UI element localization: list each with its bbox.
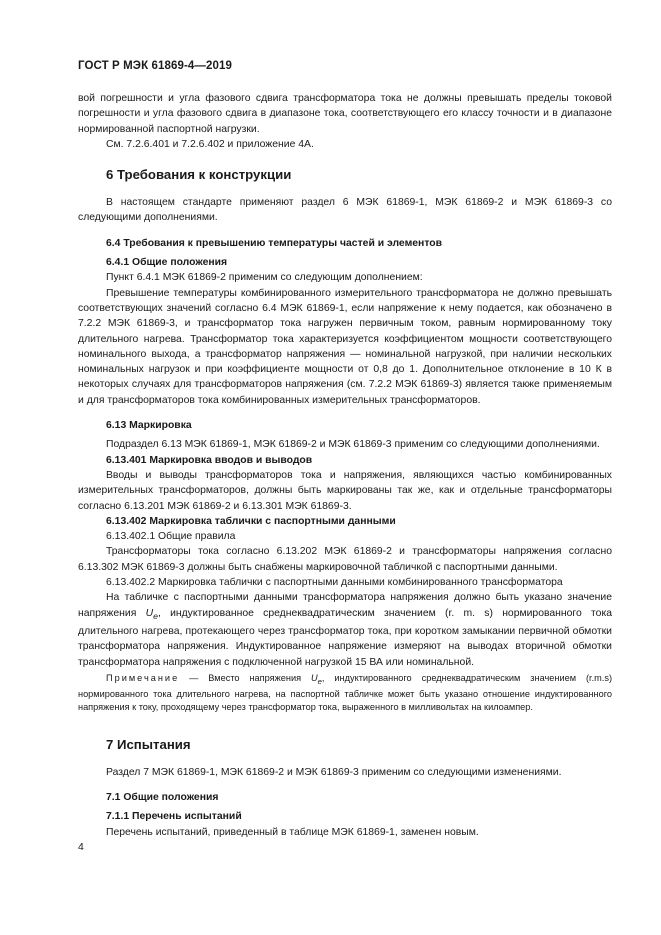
document-header: ГОСТ Р МЭК 61869-4—2019 [78,60,232,72]
page-content [78,91,612,840]
section-6-13-402-1-paragraph: Трансформаторы тока согласно 6.13.202 МЭК 61869-2 и трансформаторы напряжения согласно 6.13.302 МЭК 61869-3 должны быть снабжены маркировочной табличкой с паспортными данными. [78,546,612,573]
section-6-13-402-heading: 6.13.402 Маркировка таблички с паспортными данными [106,515,396,527]
section-7-paragraph: Раздел 7 МЭК 61869-1, МЭК 61869-2 и МЭК 61869-3 применим со следующими изменениями. [106,766,562,778]
page-number: 4 [78,842,84,853]
section-6-4-heading: 6.4 Требования к превышению температуры частей и элементов [106,237,443,249]
section-7-1-1-paragraph: Перечень испытаний, приведенный в таблице МЭК 61869-1, заменен новым. [106,826,479,838]
section-6-13-401-heading: 6.13.401 Маркировка вводов и выводов [106,454,313,466]
section-6-13-heading: 6.13 Маркировка [106,420,192,432]
section-6-13-402-2-paragraph: На табличке с паспортными данными трансформатора напряжения должно быть указано значение напряжения $U_e$, индуктированное среднеквадратическим значением (r. m. s) нормированного тока длительного нагрева, протекающего через трансформатор тока, при коротком замыкании первичной обмотки трансформатора напряжения. Индуктированное напряжение измеряют на выводах вторичной обмотки трансформатора напряжения с подключенной нагрузкой 15 ВА или номинальной. [78,592,612,668]
section-7-1-1-heading: 7.1.1 Перечень испытаний [106,811,242,823]
section-6-4-1-paragraph-1: Пункт 6.4.1 МЭК 61869-2 применим со следующим дополнением: [106,272,423,284]
section-6-13-402-2-heading: 6.13.402.2 Маркировка таблички с паспортными данными комбинированного трансформатора [106,577,563,589]
note-paragraph: Примечание — Вместо напряжения $U_e$, индуктированного среднеквадратическим значением (r.m.s) нормированного тока длительного нагрева, на паспортной табличке может быть указано отношение индуктированного напряжения к току, проходящему через трансформатор тока, выраженного в милливольтах на килоампер. [78,672,612,712]
section-6-13-paragraph: Подраздел 6.13 МЭК 61869-1, МЭК 61869-2 и МЭК 61869-3 применим со следующими дополнениями. [106,439,600,451]
paragraph-see-also: См. 7.2.6.401 и 7.2.6.402 и приложение 4А. [106,138,314,150]
section-6-13-401-paragraph: Вводы и выводы трансформаторов тока и напряжения, являющихся частью комбинированных измерительных трансформаторов, должны быть маркированы так же, как и отдельные трансформаторы согласно 6.13.201 МЭК 61869-2 и 6.13.301 МЭК 61869-3. [78,469,612,512]
variable-u: U [145,607,154,619]
section-6-4-1-heading: 6.4.1 Общие положения [106,257,228,269]
section-6-paragraph: В настоящем стандарте применяют раздел 6 МЭК 61869-1, МЭК 61869-2 и МЭК 61869-3 со следующими дополнениями. [78,197,612,224]
paragraph-intro: вой погрешности и угла фазового сдвига трансформатора тока не должны превышать пределы токовой погрешности и угла фазового сдвига в диапазоне тока, соответствующего его классу точности и в диапазоне нормированной паспортной нагрузки. [78,93,612,135]
section-6-4-1-paragraph-2: Превышение температуры комбинированного измерительного трансформатора не должно превышать соответствующих значений согласно 6.4 МЭК 61869-1, если напряжение к нему подается, как обозначено в 7.2.2 МЭК 61869-3, и трансформатор тока нагружен первичным током, равным нормированному току длительного нагрева. Трансформатор тока характеризуется коэффициентом мощности соответствующего номинального выхода, а трансформатор напряжения — номинальной нагрузкой, при наличии нескольких номинальных нагрузок и при коэффициенте мощности от 0,8 до 1. Дополнительное отклонение в 10 К в некоторых случаях для трансформаторов напряжения (см. 7.2.2 МЭК 61869-3) является также применяемым и для трансформаторов тока комбинированных измерительных трансформаторов. [78,287,612,406]
note-label: Примечание [106,672,180,683]
section-7-1-heading: 7.1 Общие положения [106,792,219,803]
section-6-13-402-1-heading: 6.13.402.1 Общие правила [106,531,236,543]
section-7-heading: 7 Испытания [106,736,191,752]
section-6-heading: 6 Требования к конструкции [106,167,292,183]
